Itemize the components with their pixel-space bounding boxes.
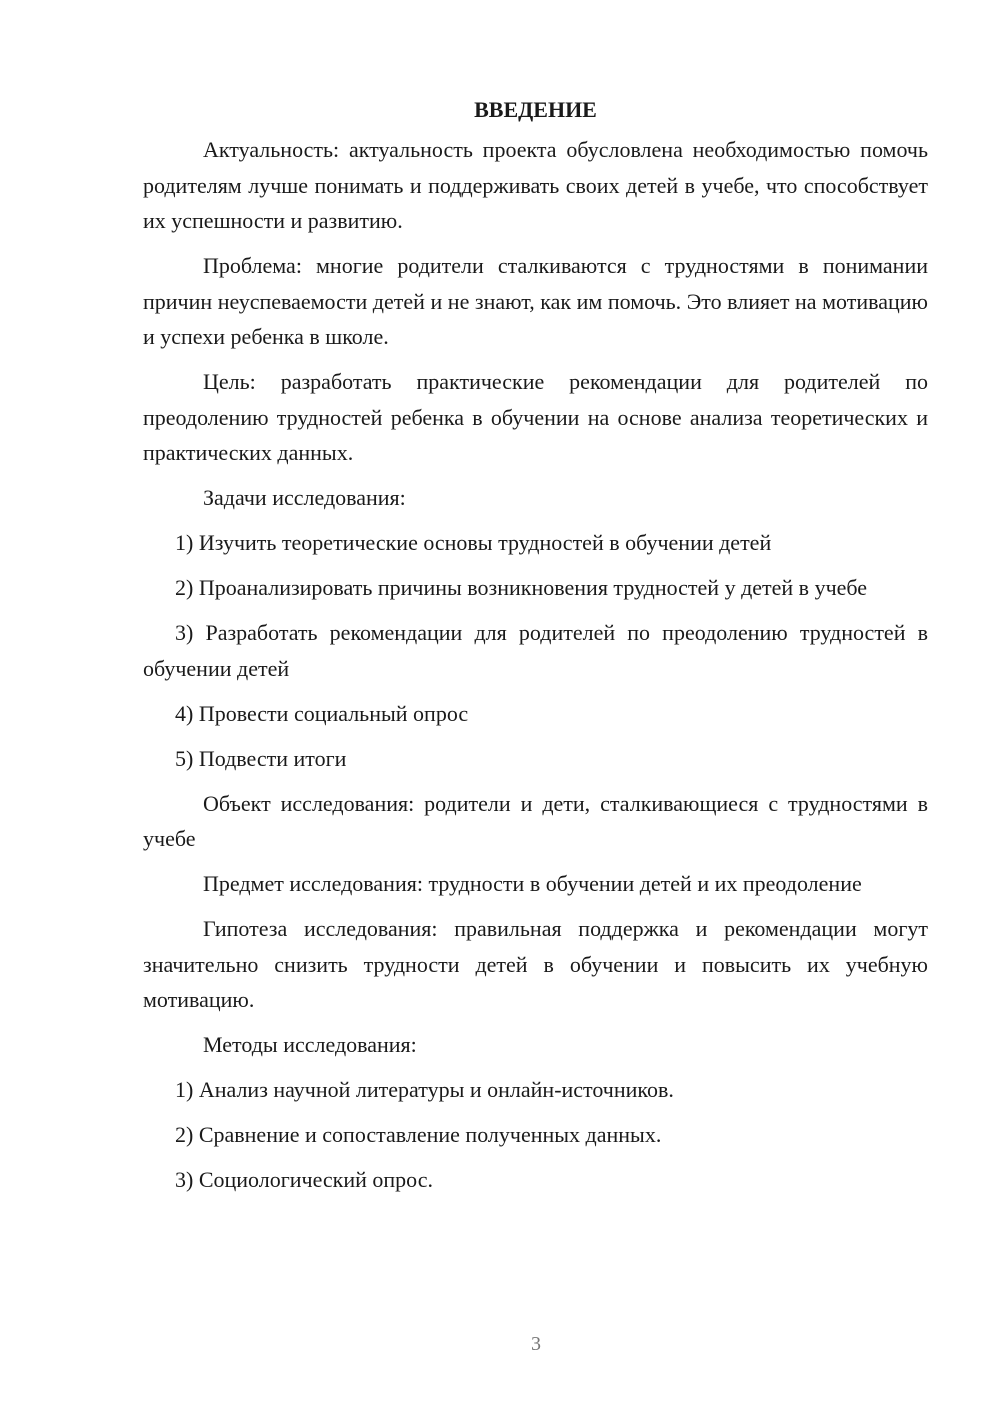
task-item: 1) Изучить теоретические основы трудностей в обучении детей [175,530,772,555]
methods-heading: Методы исследования: [203,1032,417,1057]
page-title: ВВЕДЕНИЕ [474,97,597,122]
method-item: 3) Социологический опрос. [175,1167,433,1192]
task-item: 4) Провести социальный опрос [175,700,469,726]
relevance-paragraph: Актуальность: актуальность проекта обусловлена необходимостью помочь родителям лучше понимать и поддерживать своих детей в учебе, что способствует их успешности и развитию. [143,137,928,233]
method-item: 1) Анализ научной литературы и онлайн-источников. [175,1077,674,1102]
problem-paragraph: Проблема: многие родители сталкиваются с трудностями в понимании причин неуспеваемости детей и не знают, как им помочь. Это влияет на мотивацию и успехи ребенка в школе. [143,253,928,349]
method-item: 2) Сравнение и сопоставление полученных данных. [175,1122,662,1147]
tasks-heading: Задачи исследования: [203,485,406,510]
document-page [143,92,928,1207]
task-item: 5) Подвести итоги [175,745,347,771]
object-paragraph: Объект исследования: родители и дети, сталкивающиеся с трудностями в учебе [143,790,928,851]
task-item: 2) Проанализировать причины возникновения трудностей у детей в учебе [175,575,868,600]
subject-paragraph: Предмет исследования: трудности в обучении детей и их преодоление [203,871,862,896]
goal-paragraph: Цель: разработать практические рекомендации для родителей по преодолению трудностей ребенка в обучении на основе анализа теоретических и практических данных. [143,369,928,465]
hypothesis-paragraph: Гипотеза исследования: правильная поддержка и рекомендации могут значительно снизить трудности детей в обучении и повысить их учебную мотивацию. [143,916,928,1012]
page-number: 3 [531,1333,541,1355]
task-item: 3) Разработать рекомендации для родителей по преодолению трудностей в обучении детей [143,620,928,681]
